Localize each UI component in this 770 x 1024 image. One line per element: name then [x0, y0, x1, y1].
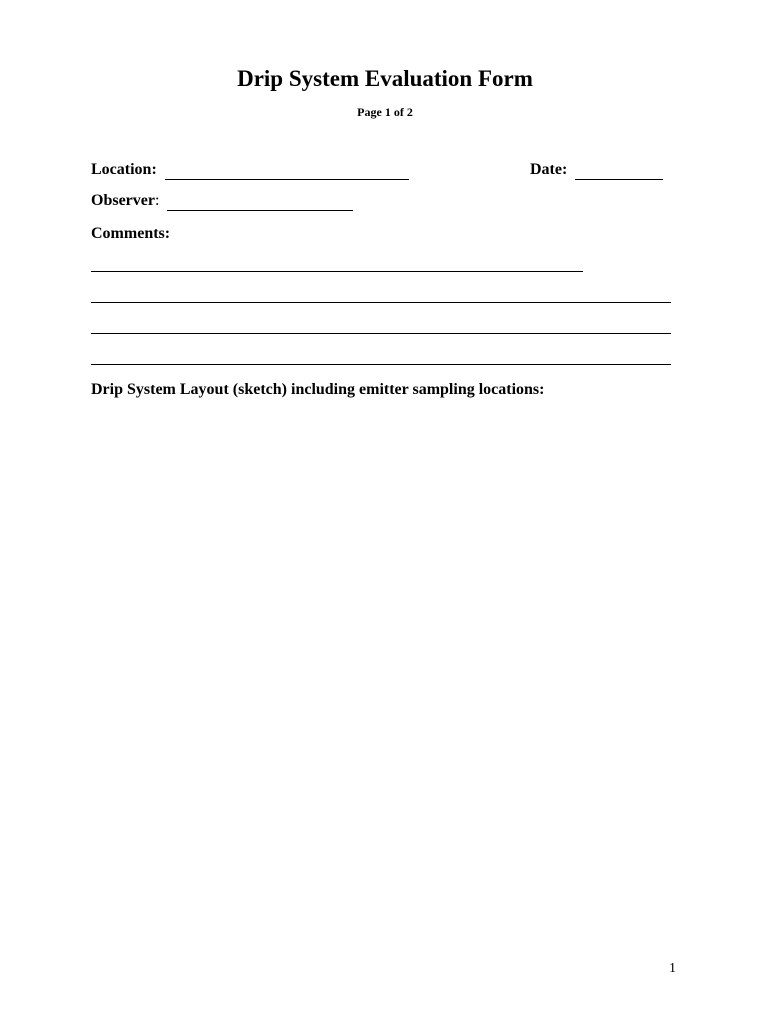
comment-line-4[interactable] [91, 364, 671, 365]
observer-colon: : [154, 192, 160, 209]
comments-label: Comments: [91, 225, 171, 242]
observer-label: Observer [91, 192, 155, 209]
page-indicator: Page 1 of 2 [357, 105, 413, 119]
page-number: 1 [669, 961, 676, 976]
location-field [91, 160, 409, 180]
observer-field [91, 191, 353, 211]
sketch-area[interactable] [91, 405, 671, 945]
date-field [530, 160, 663, 180]
comment-line-2[interactable] [91, 302, 671, 303]
location-label: Location: [91, 161, 157, 178]
observer-input-line[interactable] [167, 196, 353, 211]
date-label: Date: [530, 161, 568, 178]
sketch-label: Drip System Layout (sketch) including emitter sampling locations: [91, 381, 545, 398]
date-input-line[interactable] [575, 165, 663, 180]
form-title: Drip System Evaluation Form [237, 66, 533, 91]
location-input-line[interactable] [165, 165, 409, 180]
comment-line-3[interactable] [91, 333, 671, 334]
comment-line-1[interactable] [91, 271, 583, 272]
